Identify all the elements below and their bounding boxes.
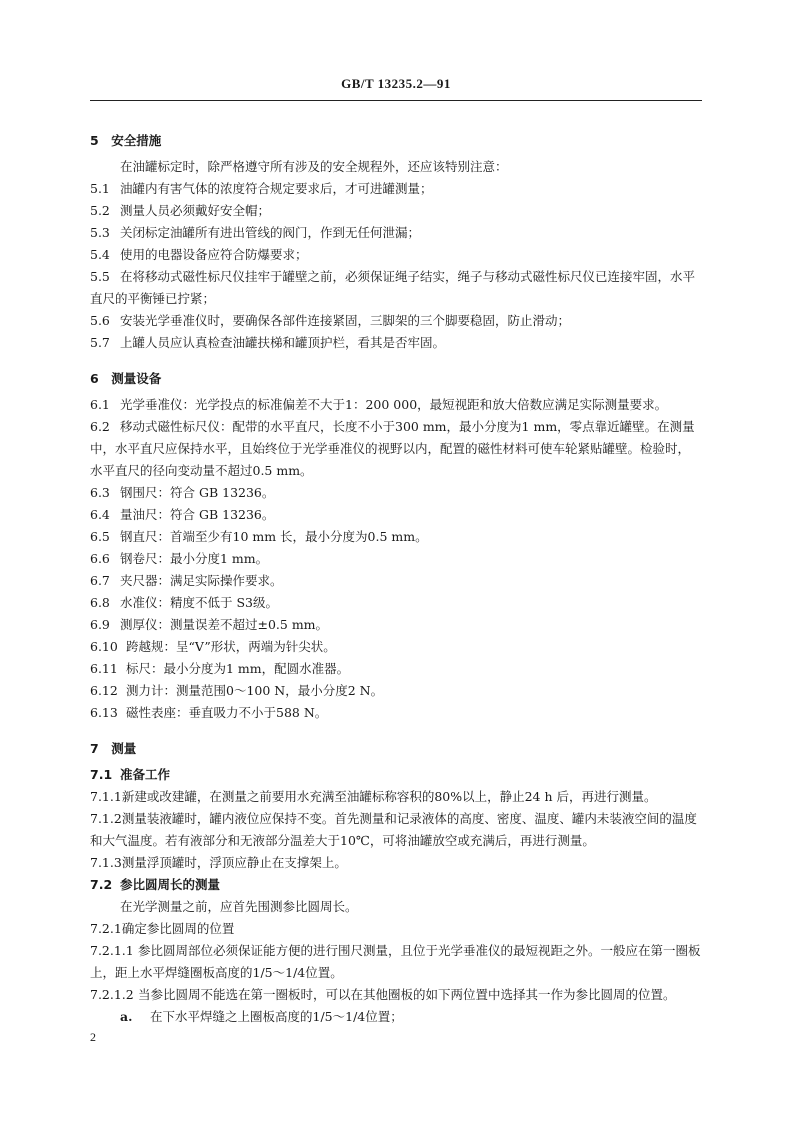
clause-number: 6.4 xyxy=(90,507,110,522)
header-rule xyxy=(90,100,702,101)
clause-6-11 xyxy=(90,658,702,680)
clause-number: 6.6 xyxy=(90,551,110,566)
clause-6-8 xyxy=(90,592,702,614)
document-body xyxy=(90,126,702,1028)
clause-text: 跨越规：呈“V”形状，两端为针尖状。 xyxy=(126,639,336,654)
clause-text: 钢围尺：符合 GB 13236。 xyxy=(120,485,275,500)
clause-7-1: 7.1 准备工作 xyxy=(90,767,171,782)
section-6-title: 6 测量设备 xyxy=(90,371,162,386)
clause-number: 6.12 xyxy=(90,683,118,698)
clause-5-3 xyxy=(90,222,702,244)
section-5-list xyxy=(90,178,702,354)
clause-number: 5.5 xyxy=(90,269,110,284)
clause-number: 6.3 xyxy=(90,485,110,500)
clause-7-1-2: 7.1.2测量装液罐时，罐内液位应保持不变。首先测量和记录液体的高度、密度、温度、罐内未装液空间的温度和大气温度。若有液部分和无液部分温差大于10℃，可将油罐放空或充满后，再进行测量。 xyxy=(90,811,697,848)
clause-6-13 xyxy=(90,702,702,724)
clause-number: 6.5 xyxy=(90,529,110,544)
clause-6-2 xyxy=(90,416,702,482)
clause-6-4 xyxy=(90,504,702,526)
clause-number: 6.7 xyxy=(90,573,110,588)
section-5-intro: 在油罐标定时，除严格遵守所有涉及的安全规程外，还应该特别注意： xyxy=(120,159,508,174)
clause-text: 量油尺：符合 GB 13236。 xyxy=(120,507,275,522)
clause-7-2: 7.2 参比圆周长的测量 xyxy=(90,877,221,892)
clause-5-7 xyxy=(90,332,702,354)
clause-7-2-1-2: 7.2.1.2 当参比圆周不能选在第一圈板时，可以在其他圈板的如下两位置中选择其一作为参比圆周的位置。 xyxy=(90,987,676,1002)
clause-text: 安装光学垂准仪时，要确保各部件连接紧固，三脚架的三个脚要稳固，防止滑动； xyxy=(120,313,571,328)
clause-text: 测厚仪：测量误差不超过±0.5 mm。 xyxy=(120,617,329,632)
clause-5-1 xyxy=(90,178,702,200)
clause-number: 6.8 xyxy=(90,595,110,610)
clause-number: 5.4 xyxy=(90,247,110,262)
clause-text: 测量人员必须戴好安全帽； xyxy=(120,203,271,218)
section-5-title: 5 安全措施 xyxy=(90,133,162,148)
clause-number: 5.2 xyxy=(90,203,110,218)
clause-text: 标尺：最小分度为1 mm，配圆水准器。 xyxy=(126,661,350,676)
clause-text: 油罐内有害气体的浓度符合规定要求后，才可进罐测量； xyxy=(120,181,433,196)
clause-number: 5.3 xyxy=(90,225,110,240)
clause-number: 6.9 xyxy=(90,617,110,632)
clause-7-2-1: 7.2.1确定参比圆周的位置 xyxy=(90,921,235,936)
clause-6-10 xyxy=(90,636,702,658)
clause-text: 夹尺器：满足实际操作要求。 xyxy=(120,573,283,588)
clause-number: 6.11 xyxy=(90,661,118,676)
clause-text: 磁性表座：垂直吸力不小于588 N。 xyxy=(126,705,328,720)
clause-text: 使用的电器设备应符合防爆要求； xyxy=(120,247,308,262)
clause-5-2 xyxy=(90,200,702,222)
clause-6-1 xyxy=(90,394,702,416)
clause-5-5 xyxy=(90,266,702,310)
clause-7-2-intro: 在光学测量之前，应首先围测参比圆周长。 xyxy=(120,899,358,914)
clause-text: 测力计：测量范围0～100 N，最小分度2 N。 xyxy=(126,683,384,698)
clause-text: 关闭标定油罐所有进出管线的阀门，作到无任何泄漏； xyxy=(120,225,421,240)
clause-6-3 xyxy=(90,482,702,504)
clause-5-6 xyxy=(90,310,702,332)
page-header: GB/T 13235.2—91 xyxy=(341,76,451,91)
section-6-list xyxy=(90,394,702,724)
clause-number: 5.7 xyxy=(90,335,110,350)
clause-6-5 xyxy=(90,526,702,548)
clause-text: 钢卷尺：最小分度1 mm。 xyxy=(120,551,269,566)
item-a: a. 在下水平焊缝之上圈板高度的1/5～1/4位置； xyxy=(120,1009,403,1024)
clause-7-1-3: 7.1.3测量浮顶罐时，浮顶应静止在支撑架上。 xyxy=(90,855,347,870)
clause-text: 移动式磁性标尺仪：配带的水平直尺，长度不小于300 mm，最小分度为1 mm，零点靠近罐壁。在测量中，水平直尺应保持水平，且始终位于光学垂准仪的视野以内，配置的磁性材料可使车轮紧贴罐壁。检验时，水平直尺的径向变动量不超过0.5 mm。 xyxy=(90,419,695,478)
clause-7-1-1: 7.1.1新建或改建罐，在测量之前要用水充满至油罐标称容积的80%以上，静止24 h 后，再进行测量。 xyxy=(90,789,657,804)
clause-6-7 xyxy=(90,570,702,592)
clause-number: 6.10 xyxy=(90,639,118,654)
clause-6-9 xyxy=(90,614,702,636)
clause-number: 6.1 xyxy=(90,397,110,412)
clause-6-6 xyxy=(90,548,702,570)
clause-text: 钢直尺：首端至少有10 mm 长，最小分度为0.5 mm。 xyxy=(120,529,428,544)
clause-text: 上罐人员应认真检查油罐扶梯和罐顶护栏，看其是否牢固。 xyxy=(120,335,446,350)
clause-7-2-1-1: 7.2.1.1 参比圆周部位必须保证能方便的进行围尺测量，且位于光学垂准仪的最短视距之外。一般应在第一圈板上，距上水平焊缝圈板高度的1/5～1/4位置。 xyxy=(90,943,701,980)
clause-text: 在将移动式磁性标尺仪挂牢于罐壁之前，必须保证绳子结实，绳子与移动式磁性标尺仪已连接牢固，水平直尺的平衡锤已拧紧； xyxy=(90,269,696,306)
section-7-title: 7 测量 xyxy=(90,741,137,756)
clause-text: 水准仪：精度不低于 S3级。 xyxy=(120,595,278,610)
clause-6-12 xyxy=(90,680,702,702)
clause-number: 5.6 xyxy=(90,313,110,328)
clause-text: 光学垂准仪：光学投点的标准偏差不大于1：200 000，最短视距和放大倍数应满足实际测量要求。 xyxy=(120,397,668,412)
clause-number: 6.2 xyxy=(90,419,110,434)
clause-5-4 xyxy=(90,244,702,266)
clause-number: 6.13 xyxy=(90,705,118,720)
page-number: 2 xyxy=(90,1030,96,1044)
clause-number: 5.1 xyxy=(90,181,110,196)
